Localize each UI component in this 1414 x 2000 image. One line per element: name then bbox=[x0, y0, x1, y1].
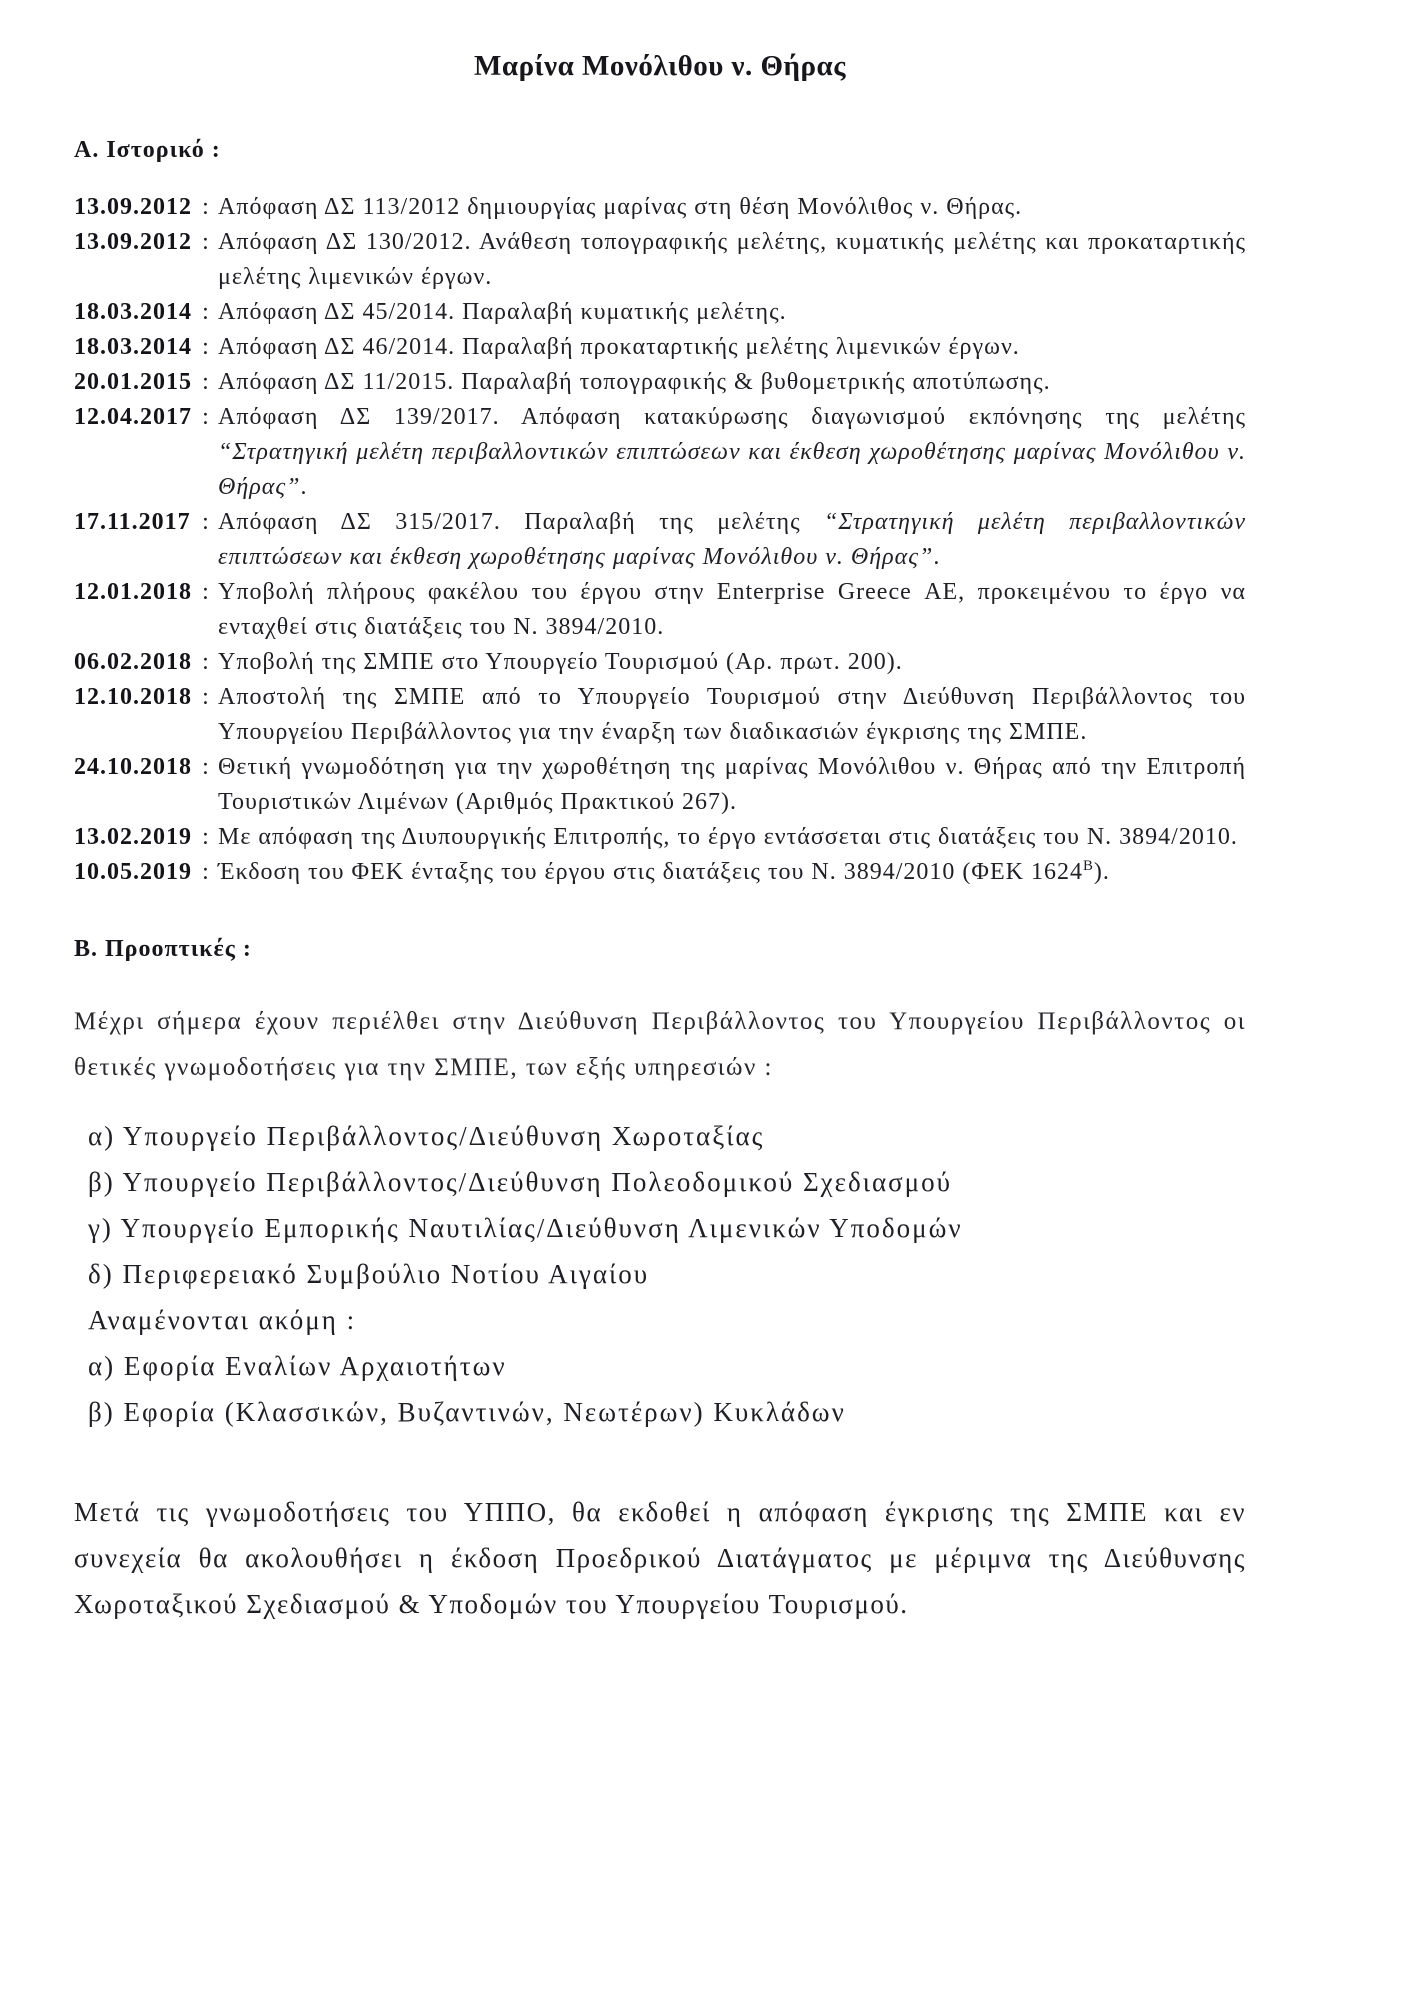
entry-colon: : bbox=[202, 404, 210, 430]
entry-date: 20.01.2015 bbox=[74, 369, 192, 395]
entry-text bbox=[218, 575, 1246, 645]
history-entries bbox=[74, 190, 1246, 890]
entry-text-segment: Απόφαση ΔΣ 45/2014. Παραλαβή κυματικής μελέτης. bbox=[218, 299, 787, 325]
history-entry bbox=[74, 855, 1246, 890]
entry-text bbox=[218, 820, 1246, 855]
entry-text-segment: Έκδοση του ΦΕΚ ένταξης του έργου στις διατάξεις του Ν. 3894/2010 (ΦΕΚ 1624 bbox=[218, 859, 1083, 885]
entry-text-segment: ). bbox=[1093, 859, 1110, 885]
entry-text-segment: . bbox=[933, 544, 941, 570]
entry-text bbox=[218, 855, 1246, 890]
entry-date: 13.09.2012 bbox=[74, 229, 192, 255]
history-entry bbox=[74, 750, 1246, 820]
entry-text-superscript: Β bbox=[1082, 858, 1094, 874]
entry-colon: : bbox=[202, 579, 210, 605]
entry-date: 18.03.2014 bbox=[74, 299, 192, 325]
entry-text-italic: “Στρατηγική μελέτη περιβαλλοντικών επιπτώσεων και έκθεση χωροθέτησης μαρίνας Μονόλιθου ν. Θήρας” bbox=[218, 439, 1246, 500]
entry-text-segment: Υποβολή πλήρους φακέλου του έργου στην Enterprise Greece ΑΕ, προκειμένου το έργο να ενταχθεί στις διατάξεις του Ν. 3894/2010. bbox=[218, 579, 1246, 640]
entry-text bbox=[218, 680, 1246, 750]
entry-text-segment: Απόφαση ΔΣ 11/2015. Παραλαβή τοπογραφικής & βυθομετρικής αποτύπωσης. bbox=[218, 369, 1051, 395]
entry-colon: : bbox=[202, 299, 210, 325]
closing-paragraph: Μετά τις γνωμοδοτήσεις του ΥΠΠΟ, θα εκδοθεί η απόφαση έγκρισης της ΣΜΠΕ και εν συνεχεία θα ακολουθήσει η έκδοση Προεδρικού Διατάγματος με μέριμνα της Διεύθυνσης Χωροταξικού Σχεδιασμού & Υποδομών του Υπουργείου Τουρισμού. bbox=[74, 1497, 1246, 1619]
page-title: Μαρίνα Μονόλιθου ν. Θήρας bbox=[474, 50, 846, 82]
pending-list-item: α) Εφορία Εναλίων Αρχαιοτήτων bbox=[88, 1351, 507, 1381]
history-entry bbox=[74, 505, 1246, 575]
entry-date: 18.03.2014 bbox=[74, 334, 192, 360]
entry-text bbox=[218, 190, 1246, 225]
entry-text-segment: Υποβολή της ΣΜΠΕ στο Υπουργείο Τουρισμού (Αρ. πρωτ. 200). bbox=[218, 649, 903, 675]
entry-text-segment: Αποστολή της ΣΜΠΕ από το Υπουργείο Τουρισμού στην Διεύθυνση Περιβάλλοντος του Υπουργείου Περιβάλλοντος για την έναρξη των διαδικασιών έγκρισης της ΣΜΠΕ. bbox=[218, 684, 1246, 745]
entry-colon: : bbox=[202, 509, 210, 535]
history-entry bbox=[74, 295, 1246, 330]
entry-date: 06.02.2018 bbox=[74, 649, 192, 675]
history-entry bbox=[74, 820, 1246, 855]
entry-colon: : bbox=[202, 194, 210, 220]
entry-text-segment: Απόφαση ΔΣ 46/2014. Παραλαβή προκαταρτικής μελέτης λιμενικών έργων. bbox=[218, 334, 1020, 360]
entry-text-italic: “Στρατηγική μελέτη περιβαλλοντικών επιπτώσεων και έκθεση χωροθέτησης μαρίνας Μονόλιθου ν. Θήρας” bbox=[218, 509, 1246, 570]
entry-text bbox=[218, 645, 1246, 680]
entry-text-segment: Απόφαση ΔΣ 315/2017. Παραλαβή της μελέτης bbox=[218, 509, 824, 535]
entry-colon: : bbox=[202, 229, 210, 255]
section-a-heading: Α. Ιστορικό : bbox=[74, 137, 221, 163]
received-list-item: γ) Υπουργείο Εμπορικής Ναυτιλίας/Διεύθυνση Λιμενικών Υποδομών bbox=[88, 1213, 963, 1243]
entry-date: 12.10.2018 bbox=[74, 684, 192, 710]
opinions-list bbox=[74, 1113, 1246, 1435]
pending-label: Αναμένονται ακόμη : bbox=[88, 1305, 357, 1335]
history-entry bbox=[74, 330, 1246, 365]
pending-list-item: β) Εφορία (Κλασσικών, Βυζαντινών, Νεωτέρων) Κυκλάδων bbox=[88, 1397, 846, 1427]
entry-date: 17.11.2017 bbox=[74, 509, 191, 535]
history-entry bbox=[74, 225, 1246, 295]
entry-colon: : bbox=[202, 859, 210, 885]
entry-date: 10.05.2019 bbox=[74, 859, 192, 885]
history-entry bbox=[74, 680, 1246, 750]
entry-text-segment: . bbox=[300, 474, 308, 500]
entry-colon: : bbox=[202, 824, 210, 850]
entry-text bbox=[218, 400, 1246, 505]
entry-text bbox=[218, 750, 1246, 820]
history-entry bbox=[74, 400, 1246, 505]
received-list-item: δ) Περιφερειακό Συμβούλιο Νοτίου Αιγαίου bbox=[88, 1259, 650, 1289]
entry-date: 12.01.2018 bbox=[74, 579, 192, 605]
history-entry bbox=[74, 645, 1246, 680]
entry-date: 13.02.2019 bbox=[74, 824, 192, 850]
history-entry bbox=[74, 365, 1246, 400]
section-b-heading: Β. Προοπτικές : bbox=[74, 936, 252, 962]
history-entry bbox=[74, 190, 1246, 225]
entry-text-segment: Απόφαση ΔΣ 113/2012 δημιουργίας μαρίνας στη θέση Μονόλιθος ν. Θήρας. bbox=[218, 194, 1023, 220]
entry-text bbox=[218, 330, 1246, 365]
entry-colon: : bbox=[202, 754, 210, 780]
entry-colon: : bbox=[202, 684, 210, 710]
entry-text bbox=[218, 295, 1246, 330]
entry-colon: : bbox=[202, 369, 210, 395]
entry-text-segment: Απόφαση ΔΣ 139/2017. Απόφαση κατακύρωσης διαγωνισμού εκπόνησης της μελέτης bbox=[218, 404, 1246, 430]
entry-date: 12.04.2017 bbox=[74, 404, 192, 430]
intro-paragraph: Μέχρι σήμερα έχουν περιέλθει στην Διεύθυνση Περιβάλλοντος του Υπουργείου Περιβάλλοντος οι θετικές γνωμοδοτήσεις για την ΣΜΠΕ, των εξής υπηρεσιών : bbox=[74, 1008, 1246, 1081]
entry-text-segment: Με απόφαση της Διυπουργικής Επιτροπής, το έργο εντάσσεται στις διατάξεις του Ν. 3894/2010. bbox=[218, 824, 1238, 850]
entry-text-segment: Απόφαση ΔΣ 130/2012. Ανάθεση τοπογραφικής μελέτης, κυματικής μελέτης και προκαταρτικής μελέτης λιμενικών έργων. bbox=[218, 229, 1246, 290]
entry-date: 24.10.2018 bbox=[74, 754, 192, 780]
history-entry bbox=[74, 575, 1246, 645]
entry-colon: : bbox=[202, 649, 210, 675]
entry-text bbox=[218, 365, 1246, 400]
entry-text-segment: Θετική γνωμοδότηση για την χωροθέτηση της μαρίνας Μονόλιθου ν. Θήρας από την Επιτροπή Τουριστικών Λιμένων (Αριθμός Πρακτικού 267). bbox=[218, 754, 1246, 815]
entry-text bbox=[218, 225, 1246, 295]
received-list-item: α) Υπουργείο Περιβάλλοντος/Διεύθυνση Χωροταξίας bbox=[88, 1121, 765, 1151]
entry-date: 13.09.2012 bbox=[74, 194, 192, 220]
entry-text bbox=[218, 505, 1246, 575]
entry-colon: : bbox=[202, 334, 210, 360]
received-list-item: β) Υπουργείο Περιβάλλοντος/Διεύθυνση Πολεοδομικού Σχεδιασμού bbox=[88, 1167, 953, 1197]
